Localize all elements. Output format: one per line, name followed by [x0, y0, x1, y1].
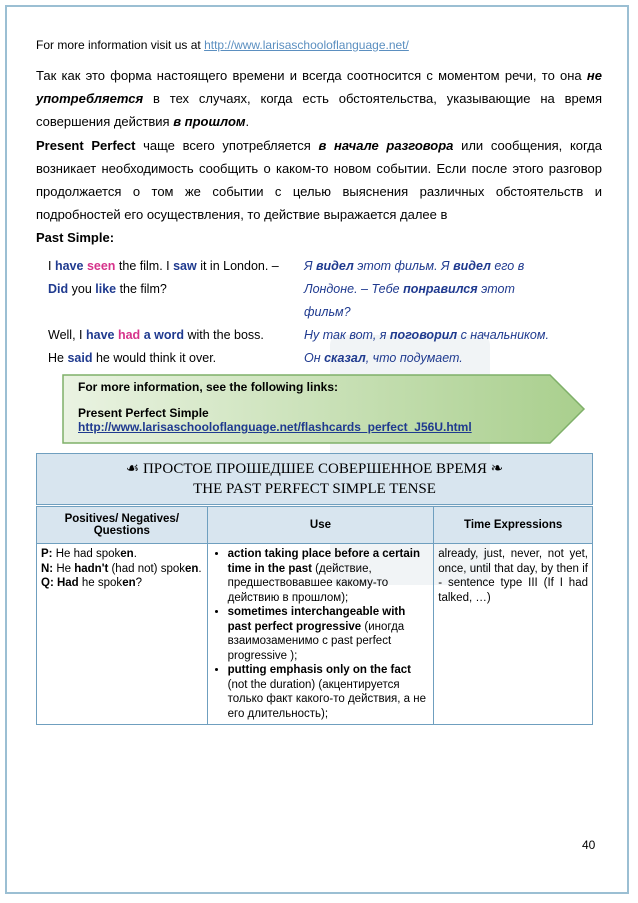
example-ru: Он сказал, что подумает. [304, 351, 463, 365]
example-row [48, 347, 608, 370]
fleuron-left-icon: ☙ [125, 461, 140, 477]
example-en: He said he would think it over. [48, 351, 217, 365]
examples-block [48, 255, 608, 370]
page-number: 40 [582, 838, 596, 852]
forms-cell: P: He had spoken. N: He hadn't (had not) spoken. Q: Had he spoken? [37, 544, 208, 725]
tense-table [36, 506, 593, 725]
use-list [212, 547, 430, 721]
para-text: Так как это форма настоящего времени и всегда соотносится с моментом речи, то она [36, 68, 587, 83]
para-text: в тех случаях, когда есть обстоятельства, указывающие на время совершения действия [36, 91, 602, 130]
header-line [36, 38, 409, 52]
para-emphasis: не употребляется [36, 68, 602, 107]
title-english: THE PAST PERFECT SIMPLE TENSE [193, 481, 436, 497]
use-cell [207, 544, 434, 725]
para-text: чаще всего употребляется [135, 137, 319, 153]
time-expressions-cell: already, just, never, not yet, once, until that day, by then if - sentence type III (If I had talked, …) [434, 544, 593, 725]
links-heading: For more information, see the following links: [78, 380, 339, 394]
title-russian: ПРОСТОЕ ПРОШЕДШЕЕ СОВЕРШЕННОЕ ВРЕМЯ [142, 461, 487, 477]
intro-paragraph [36, 64, 602, 250]
header-time-expressions: Time Expressions [434, 507, 593, 544]
fleuron-right-icon: ❧ [490, 461, 504, 477]
past-simple-label: Past Simple: [36, 230, 115, 246]
example-en [48, 301, 304, 324]
section-title [36, 453, 593, 505]
para-text: или сообщения, когда возникает необходимость сообщить о каком-то новом событии. Если после этого разговор продолжается о том же событии с целью выяснения различных обстоятельств и подробностей его осуществления, то действие выражается далее в [36, 137, 602, 223]
flashcards-link[interactable]: http://www.larisaschooloflanguage.net/flashcards_perfect_J56U.html [78, 420, 472, 434]
present-perfect-label: Present Perfect [36, 137, 136, 153]
para-emphasis: в начале разговора [318, 137, 454, 153]
header-forms: Positives/ Negatives/ Questions [37, 507, 208, 544]
example-ru: фильм? [304, 305, 351, 319]
example-en: Did you like the film? [48, 282, 167, 296]
example-ru: Ну так вот, я поговорил с начальником. [304, 328, 549, 342]
example-row [48, 301, 608, 324]
table-row [37, 544, 593, 725]
para-text: . [245, 114, 250, 130]
para-emphasis: в прошлом [173, 114, 246, 130]
example-ru: Я видел этот фильм. Я видел его в [304, 259, 525, 273]
table-header-row [37, 507, 593, 544]
list-item: • sometimes interchangeable with past perfect progressive (иногда взаимозаменимо с past perfect progressive ); [228, 605, 430, 663]
example-en: Well, I have had a word with the boss. [48, 328, 264, 342]
links-text [78, 380, 472, 434]
links-arrow-box [62, 374, 586, 444]
example-row [48, 255, 608, 278]
site-link[interactable]: http://www.larisaschooloflanguage.net/ [204, 38, 409, 52]
list-item: • action taking place before a certain time in the past (действие, предшествовавшее какому-то действию в прошлом); [228, 547, 430, 605]
example-ru: Лондоне. – Тебе понравился этот [304, 282, 515, 296]
header-prefix: For more information visit us at [36, 38, 205, 52]
links-label: Present Perfect Simple [78, 406, 209, 420]
example-row [48, 278, 608, 301]
list-item: • putting emphasis only on the fact (not the duration) (акцентируется только факт какого-то действия, а не его длительность); [228, 663, 430, 721]
example-en: I have seen the film. I saw it in London. – [48, 259, 279, 273]
header-use: Use [207, 507, 434, 544]
example-row [48, 324, 608, 347]
